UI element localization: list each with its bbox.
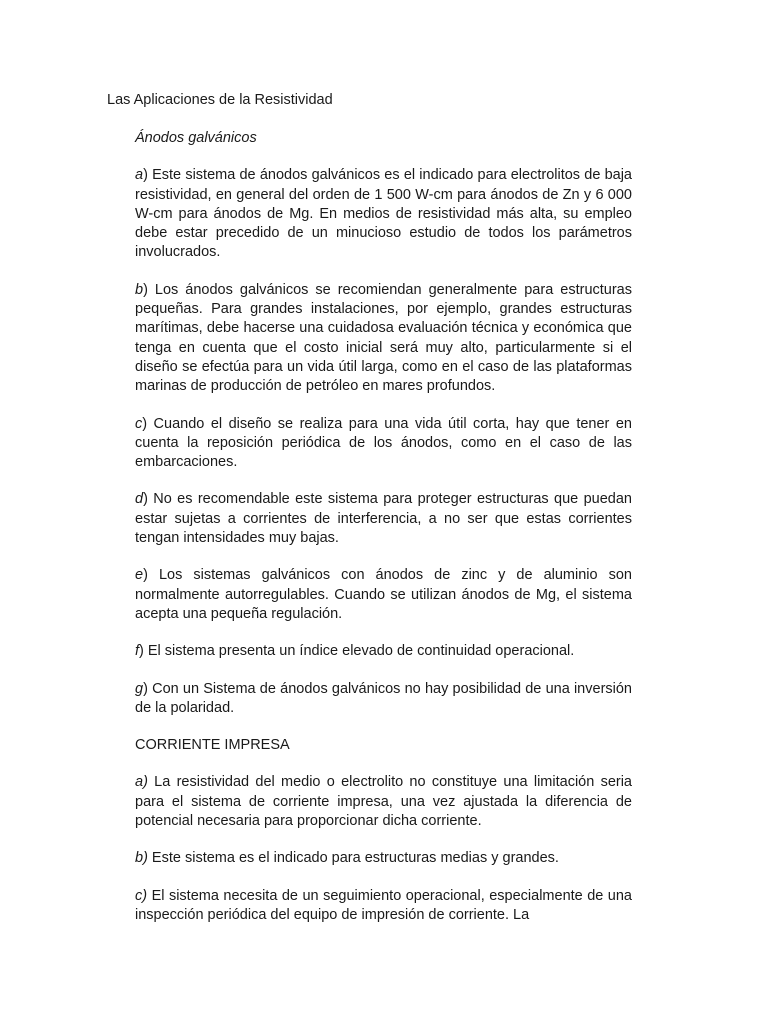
paragraph-text: La resistividad del medio o electrolito no constituye una limitación seria para el sistema de corriente impresa, una vez ajustada la diferencia de potencial necesaria para proporcionar dicha corriente. (135, 774, 632, 830)
paragraph-text: Este sistema es el indicado para estructuras medias y grandes. (147, 850, 559, 867)
list-marker: b) (135, 850, 148, 867)
paragraph-text: ) Los sistemas galvánicos con ánodos de zinc y de aluminio son normalmente autorregulables. Cuando se utilizan ánodos de Mg, el sistema acepta una pequeña regulación. (135, 567, 632, 622)
paragraph-text: ) Este sistema de ánodos galvánicos es el indicado para electrolitos de baja resistividad, en general del orden de 1 500 W-cm para ánodos de Zn y 6 000 W-cm para ánodos de Mg. En medios de resistividad más alta, su empleo debe estar precedido de un minucioso estudio de todos los parámetros involucrados. (135, 167, 632, 261)
paragraph-impressed-b (135, 849, 632, 868)
paragraph-galvanic-b (135, 281, 632, 397)
paragraph-galvanic-f (135, 642, 632, 661)
list-marker: d (135, 491, 144, 508)
section-heading-impressed-current: CORRIENTE IMPRESA (135, 737, 290, 754)
list-marker: b (135, 281, 144, 298)
paragraph-text: ) Cuando el diseño se realiza para una vida útil corta, hay que tener en cuenta la reposición periódica de los ánodos, como en el caso de las embarcaciones. (135, 415, 632, 471)
paragraph-text: ) Con un Sistema de ánodos galvánicos no hay posibilidad de una inversión de la polaridad. (135, 680, 632, 716)
paragraph-text: El sistema necesita de un seguimiento operacional, especialmente de una inspección periódica del equipo de impresión de corriente. La (135, 887, 632, 923)
paragraph-impressed-a (135, 773, 632, 831)
document-body (135, 129, 632, 943)
paragraph-galvanic-e (135, 566, 632, 624)
paragraph-galvanic-c (135, 415, 632, 473)
list-marker: f (135, 643, 140, 660)
paragraph-text: ) El sistema presenta un índice elevado de continuidad operacional. (139, 643, 575, 660)
list-marker: a) (135, 774, 148, 791)
list-marker: c (135, 415, 143, 432)
document-title: Las Aplicaciones de la Resistividad (107, 92, 333, 108)
paragraph-galvanic-d (135, 490, 632, 548)
paragraph-text: ) Los ánodos galvánicos se recomiendan generalmente para estructuras pequeñas. Para grandes instalaciones, por ejemplo, grandes estructuras marítimas, debe hacerse una cuidadosa evaluación técnica y económica que tenga en cuenta que el costo inicial será muy alto, particularmente si el diseño se efectúa para un vida útil larga, como en el caso de las plataformas marinas de producción de petróleo en mares profundos. (135, 281, 632, 395)
list-marker: c) (135, 887, 148, 904)
list-marker: e (135, 567, 144, 584)
paragraph-impressed-c (135, 887, 632, 926)
section-heading-galvanic-anodes: Ánodos galvánicos (135, 130, 257, 146)
list-marker: a (135, 167, 144, 184)
paragraph-galvanic-a (135, 166, 632, 262)
paragraph-galvanic-g (135, 680, 632, 719)
paragraph-text: ) No es recomendable este sistema para proteger estructuras que puedan estar sujetas a corrientes de interferencia, a no ser que estas corrientes tengan intensidades muy bajas. (135, 491, 632, 547)
list-marker: g (135, 680, 144, 697)
